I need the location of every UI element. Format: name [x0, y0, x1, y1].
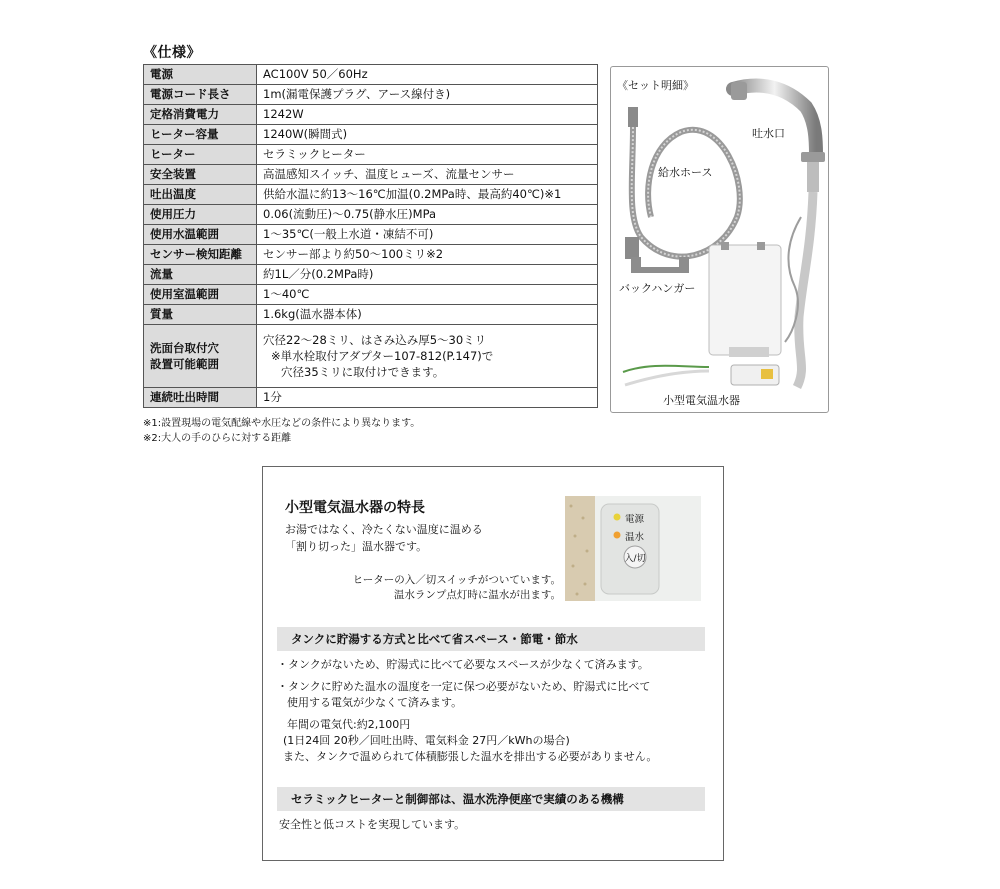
spec-table: [143, 64, 598, 408]
spec-row: [144, 105, 598, 125]
panel-warm-label: 温水: [625, 532, 645, 543]
spec-value: 高温感知スイッチ、温度ヒューズ、流量センサー: [257, 165, 598, 185]
bullet-2b: 使用する電気が少なくて済みます。: [287, 696, 463, 709]
spec-value: 約1L／分(0.2MPa時): [257, 265, 598, 285]
spec-label-mount: [144, 325, 257, 388]
spec-label: 安全装置: [144, 165, 257, 185]
spec-value: セラミックヒーター: [257, 145, 598, 165]
spec-label: 電源: [144, 65, 257, 85]
closing-text: 安全性と低コストを実現しています。: [279, 818, 466, 831]
spec-row: [144, 388, 598, 408]
spec-value-mount: [257, 325, 598, 388]
spec-row-mount: [144, 325, 598, 388]
spec-notes: [143, 416, 420, 446]
heater-label: 小型電気温水器: [663, 394, 740, 407]
spec-label: センサー検知距離: [144, 245, 257, 265]
hanger-icon: [631, 257, 689, 273]
mount-label-1: 洗面台取付穴: [150, 341, 219, 355]
bullet-1: ・タンクがないため、貯湯式に比べて必要なスペースが少なくて済みます。: [277, 658, 649, 671]
spec-value: AC100V 50／60Hz: [257, 65, 598, 85]
hanger-label: バックハンガー: [619, 282, 696, 295]
water-heater-icon: [623, 242, 781, 385]
spec-label: 電源コード長さ: [144, 85, 257, 105]
note-1: ※1:設置現場の電気配線や水圧などの条件により異なります。: [143, 418, 421, 429]
spec-label: 使用室温範囲: [144, 285, 257, 305]
spec-label: 流量: [144, 265, 257, 285]
spec-value: 0.06(流動圧)〜0.75(静水圧)MPa: [257, 205, 598, 225]
spec-value: 1.6kg(温水器本体): [257, 305, 598, 325]
spec-value: センサー部より約50〜100ミリ※2: [257, 245, 598, 265]
note-2: ※2:大人の手のひらに対する距離: [143, 433, 292, 444]
section-band-space: タンクに貯湯する方式と比べて省スペース・節電・節水: [277, 627, 705, 651]
spec-value: 1〜35℃(一般上水道・凍結不可): [257, 225, 598, 245]
control-panel-photo: [565, 496, 701, 601]
spec-value: 1240W(瞬間式): [257, 125, 598, 145]
desc-line-1: お湯ではなく、冷たくない温度に温める: [285, 523, 483, 536]
spec-row: [144, 145, 598, 165]
spec-row: [144, 205, 598, 225]
spec-row: [144, 85, 598, 105]
set-title: 《セット明細》: [617, 79, 694, 92]
spec-row: [144, 265, 598, 285]
spec-row: [144, 165, 598, 185]
panel-power-label: 電源: [625, 514, 645, 525]
features-title: 小型電気温水器の特長: [285, 500, 425, 516]
mount-value-3: 穴径35ミリに取付けできます。: [281, 365, 445, 379]
features-description: [285, 521, 483, 555]
spec-label: ヒーター容量: [144, 125, 257, 145]
spec-value: 1〜40℃: [257, 285, 598, 305]
faucet-label: 吐水口: [752, 127, 785, 140]
spec-row: [144, 185, 598, 205]
features-box: [262, 466, 724, 861]
cost-line-1: 年間の電気代:約2,100円: [287, 718, 411, 731]
mount-value-1: 穴径22〜28ミリ、はさみ込み厚5〜30ミリ: [263, 333, 487, 347]
spec-label: ヒーター: [144, 145, 257, 165]
spec-row: [144, 305, 598, 325]
spec-label: 連続吐出時間: [144, 388, 257, 408]
cost-line-2: (1日24回 20秒／回吐出時、電気料金 27円／kWhの場合): [283, 734, 570, 747]
spec-heading: 《仕様》: [143, 45, 201, 61]
spec-value: 1242W: [257, 105, 598, 125]
spec-row: [144, 225, 598, 245]
spec-row: [144, 65, 598, 85]
spec-label: 質量: [144, 305, 257, 325]
spec-label: 使用水温範囲: [144, 225, 257, 245]
spec-label: 使用圧力: [144, 205, 257, 225]
set-illustration: [611, 67, 828, 412]
bullet-2a: ・タンクに貯めた温水の温度を一定に保つ必要がないため、貯湯式に比べて: [277, 680, 651, 693]
spec-row: [144, 245, 598, 265]
spec-label: 吐出温度: [144, 185, 257, 205]
set-contents-box: [610, 66, 829, 413]
mount-label-2: 設置可能範囲: [150, 357, 219, 371]
section-band-ceramic: セラミックヒーターと制御部は、温水洗浄便座で実績のある機構: [277, 787, 705, 811]
power-toggle-button: 入/切: [624, 554, 646, 564]
hose-icon: [625, 107, 740, 259]
spec-value: 1分: [257, 388, 598, 408]
hose-label: 給水ホース: [658, 166, 713, 179]
caption-line-1: ヒーターの入／切スイッチがついています。: [352, 574, 561, 586]
switch-caption: [353, 573, 561, 603]
mount-value-2: ※単水栓取付アダプター107-812(P.147)で: [271, 349, 494, 363]
cost-line-3: また、タンクで温められて体積膨張した温水を排出する必要がありません。: [283, 750, 658, 763]
spec-row: [144, 125, 598, 145]
desc-line-2: 「割り切った」温水器です。: [285, 540, 428, 553]
caption-line-2: 温水ランプ点灯時に温水が出ます。: [393, 589, 561, 601]
spec-value: 供給水温に約13〜16℃加温(0.2MPa時、最高約40℃)※1: [257, 185, 598, 205]
spec-value: 1m(漏電保護プラグ、アース線付き): [257, 85, 598, 105]
spec-row: [144, 285, 598, 305]
spec-label: 定格消費電力: [144, 105, 257, 125]
